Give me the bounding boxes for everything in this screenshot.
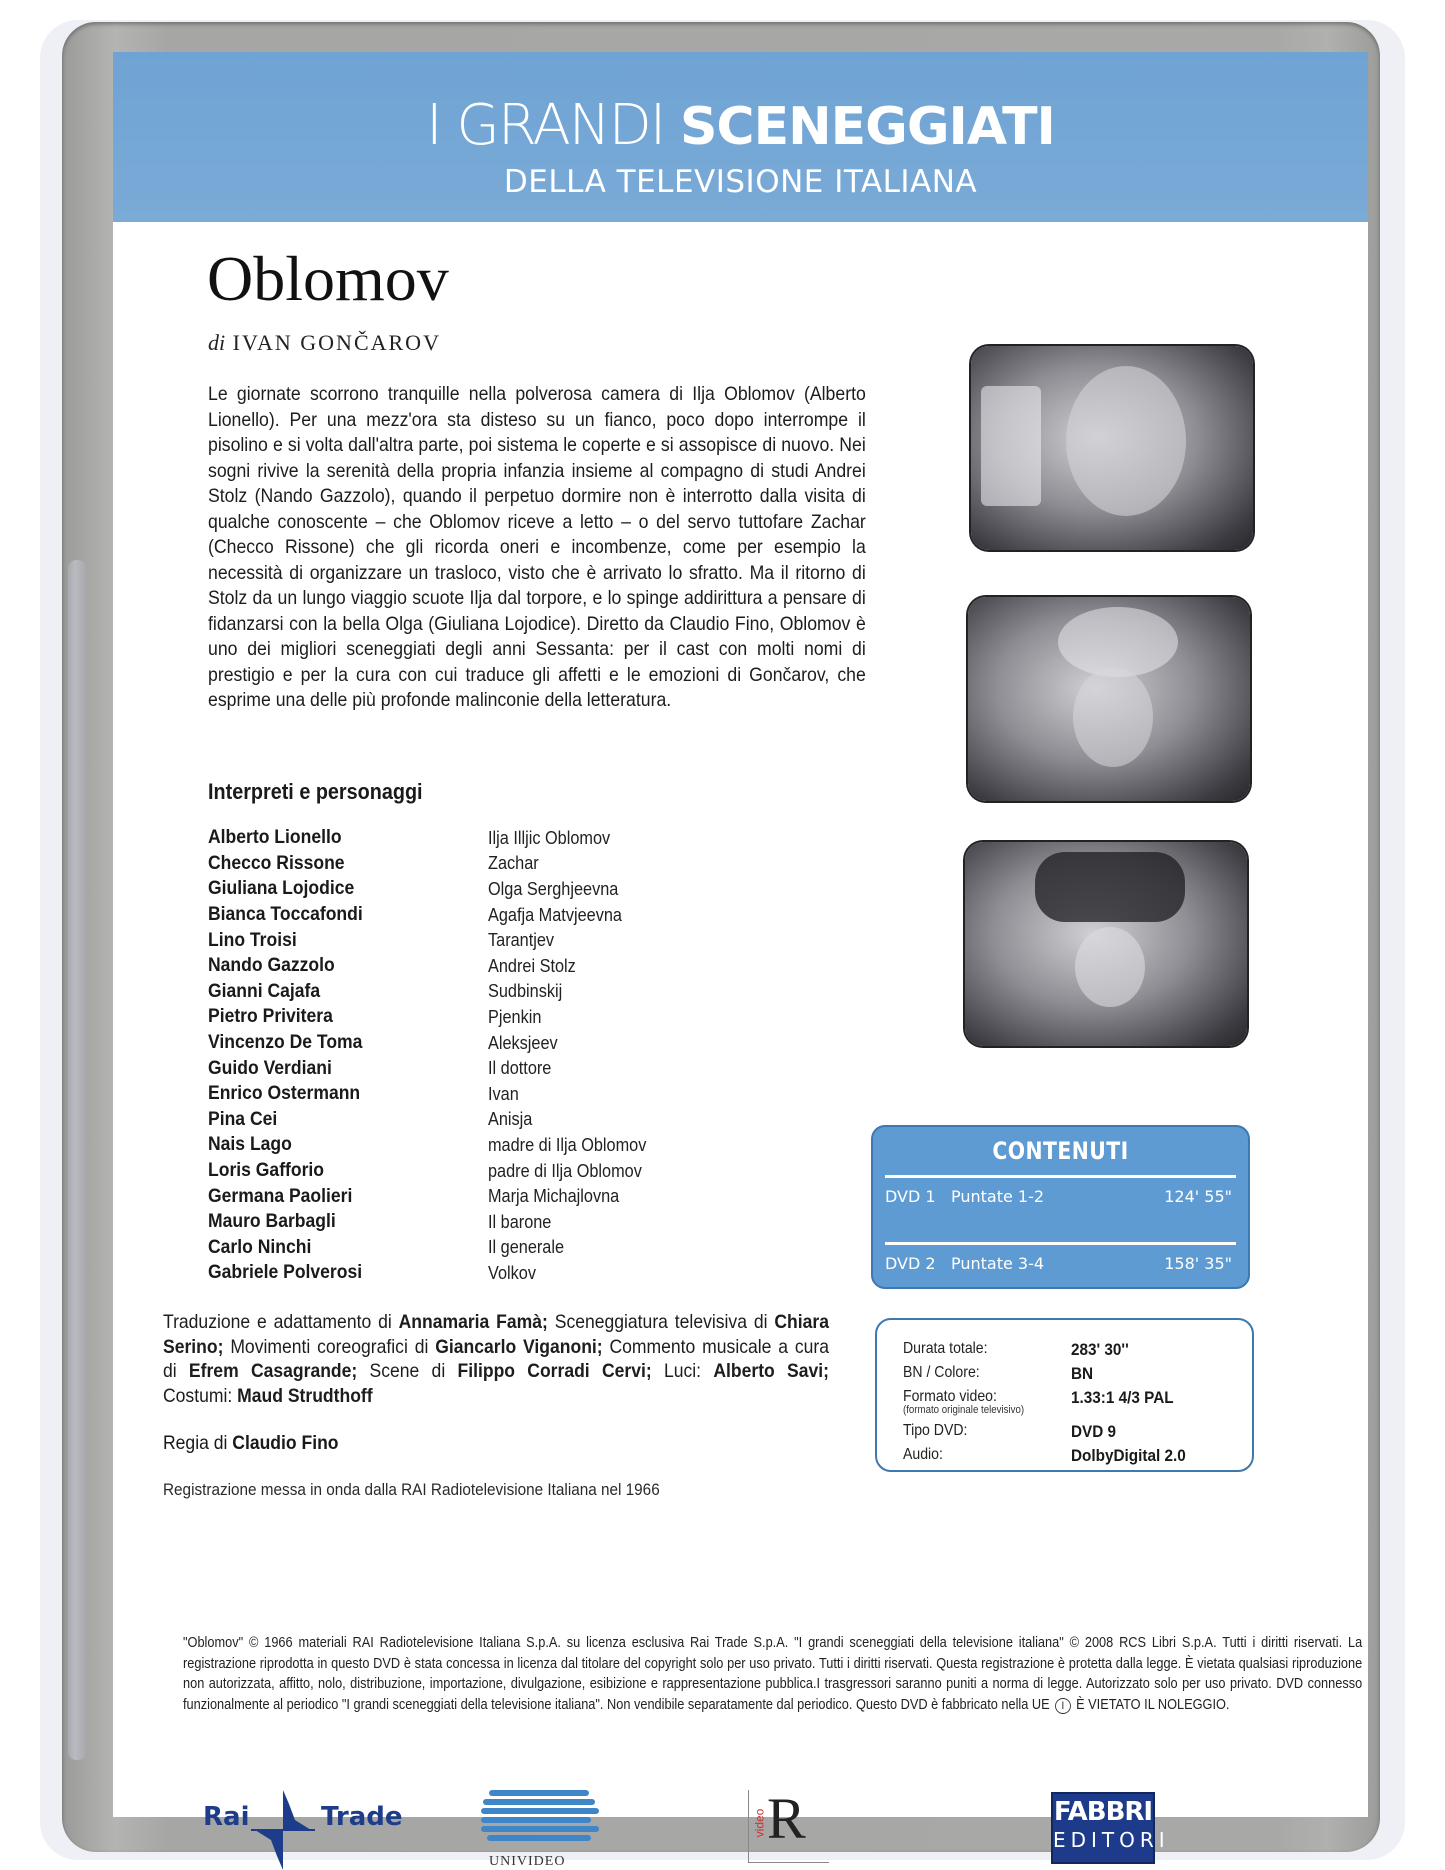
cast-row: Lino Troisi Tarantjev — [208, 928, 555, 951]
spec-row: Formato video: (formato originale televisivo) 1.33:1 4/3 PAL — [903, 1388, 1174, 1416]
legal-notice: "Oblomov" © 1966 materiali RAI Radiotelevisione Italiana S.p.A. su licenza esclusiva Rai Trade S.p.A. "I grandi sceneggiati della televisione italiana" © 2008 RCS Libri S.p.A. Tutti i diritti riservati. La registrazione riprodotta in questo DVD è stata concessa in licenza dal titolare del copyright solo per uso privato. Tutti i diritti riservati. Questa registrazione è protetta dalla legge. È vietata qualsiasi riproduzione non autorizzata, affitto, nolo, distribuzione, importazione, divulgazione, esibizione e rappresentazione pubblica.I trasgressori saranno puniti a norma di legge. Autorizzato solo per uso privato. DVD connesso funzionalmente al periodico "I grandi sceneggiati della televisione italiana". Non vendibile separatamente dal periodico. Questo DVD è fabbricato nella UE I È VIETATO IL NOLEGGIO. — [183, 1635, 1363, 1713]
film-title: Oblomov — [207, 243, 449, 314]
cast-row: Pina Cei Anisja — [208, 1107, 533, 1130]
cast-row: Gabriele Polverosi Volkov — [208, 1261, 536, 1284]
dvd-back-cover — [113, 52, 1368, 1869]
rai-trade-logo: Rai Trade — [203, 1790, 393, 1870]
still-image-3 — [965, 842, 1247, 1046]
series-title: I GRANDI SCENEGGIATI — [426, 93, 1055, 158]
window-shape — [981, 386, 1041, 506]
divider — [885, 1242, 1236, 1245]
spec-row: Audio: DolbyDigital 2.0 — [903, 1446, 1186, 1465]
production-credits: Traduzione e adattamento di Annamaria Famà; Sceneggiatura televisiva di Chiara Serino; Movimenti coreografici di Giancarlo Viganoni; Commento musicale a cura di Efrem Casagrande; Scene di Filippo Corradi Cervi; Luci: Alberto Savi; Costumi: Maud Strudthoff — [163, 1311, 830, 1407]
still-image-2 — [968, 597, 1250, 801]
cast-row: Guido Verdiani Il dottore — [208, 1056, 552, 1079]
divider — [885, 1175, 1236, 1178]
still-image-1 — [971, 346, 1253, 550]
cast-heading: Interpreti e personaggi — [208, 779, 423, 804]
cast-row: Nando Gazzolo Andrei Stolz — [208, 954, 576, 977]
broadcast-note: Registrazione messa in onda dalla RAI Radiotelevisione Italiana nel 1966 — [163, 1480, 660, 1499]
spec-row: Durata totale: 283' 30'' — [903, 1340, 1129, 1359]
spec-row: BN / Colore: BN — [903, 1364, 1094, 1383]
series-subtitle: DELLA TELEVISIONE ITALIANA — [503, 164, 978, 200]
cast-list — [208, 825, 808, 1286]
cast-row: Gianni Cajafa Sudbinskij — [208, 979, 563, 1002]
video-rizzoli-logo: video R — [748, 1790, 829, 1863]
face-shape — [1073, 667, 1153, 767]
cast-row: Vincenzo De Toma Aleksjeev — [208, 1031, 558, 1054]
univideo-logo: UNIVIDEO — [481, 1790, 601, 1870]
cast-row: Nais Lago madre di Ilja Oblomov — [208, 1133, 647, 1156]
hat-shape — [1035, 852, 1185, 922]
cast-row: Alberto Lionello Ilja Illjic Oblomov — [208, 826, 611, 849]
figure-shape — [1066, 366, 1186, 516]
cast-row: Giuliana Lojodice Olga Serghjeevna — [208, 877, 619, 900]
contents-box — [871, 1125, 1250, 1289]
face-shape — [1075, 927, 1145, 1007]
cast-row: Pietro Privitera Pjenkin — [208, 1005, 542, 1028]
univideo-stripes-icon — [481, 1790, 601, 1848]
cast-row: Mauro Barbagli Il barone — [208, 1210, 552, 1233]
contents-title: CONTENUTI — [992, 1137, 1129, 1165]
eu-region-icon: I — [1055, 1698, 1071, 1714]
tech-specs-box — [875, 1318, 1254, 1472]
cast-row: Carlo Ninchi Il generale — [208, 1235, 565, 1258]
spec-row: Tipo DVD: DVD 9 — [903, 1422, 1117, 1441]
film-author: di IVAN GONČAROV — [208, 330, 441, 355]
cast-row: Germana Paolieri Marja Michajlovna — [208, 1184, 620, 1207]
series-header — [113, 52, 1368, 222]
cast-row: Bianca Toccafondi Agafja Matvjeevna — [208, 903, 622, 926]
fabbri-editori-logo: FABBRI EDITORI — [1051, 1792, 1155, 1864]
cast-row: Loris Gafforio padre di Ilja Oblomov — [208, 1159, 642, 1182]
synopsis-text: Le giornate scorrono tranquille nella polverosa camera di Ilja Oblomov (Alberto Lionello). Per una mezz'ora sta disteso su un fianco, poco dopo interrompe il pisolino e si volta dall'altra parte, poi sistema le coperte e si assopisce di nuovo. Nei sogni rivive la serenità della propria infanzia insieme al compagno di studi Andrei Stolz (Nando Gazzolo), quando il perpetuo dormire non è interrotto dalla visita di qualche conoscente – che Oblomov riceve a letto – o del servo tuttofare Zachar (Checco Rissone) che gli ricorda oneri e incombenze, come per esempio la necessità di organizzare un trasloco, visto che è arrivato lo sfratto. Ma il ritorno di Stolz da un lungo viaggio scuote Ilja dal torpore, e lo spinge addirittura a pensare di fidanzarsi con la bella Olga (Giuliana Lojodice). Diretto da Claudio Fino, Oblomov è uno dei migliori sceneggiati degli anni Sessanta: per il cast con molti nomi di prestigio e per la cura con cui traduce gli affetti e le emozioni di Gončarov, che esprime una delle più profonde malinconie della letteratura. — [208, 384, 866, 711]
dvd-row: DVD 2 Puntate 3-4 158' 35" — [885, 1254, 1232, 1273]
director-credit: Regia di Claudio Fino — [163, 1432, 339, 1454]
rai-trade-emblem-icon — [251, 1790, 315, 1870]
dvd-case-spine-rail — [68, 560, 86, 1760]
cast-row: Enrico Ostermann Ivan — [208, 1082, 519, 1105]
dvd-row: DVD 1 Puntate 1-2 124' 55" — [885, 1187, 1232, 1206]
cast-row: Checco Rissone Zachar — [208, 851, 539, 874]
